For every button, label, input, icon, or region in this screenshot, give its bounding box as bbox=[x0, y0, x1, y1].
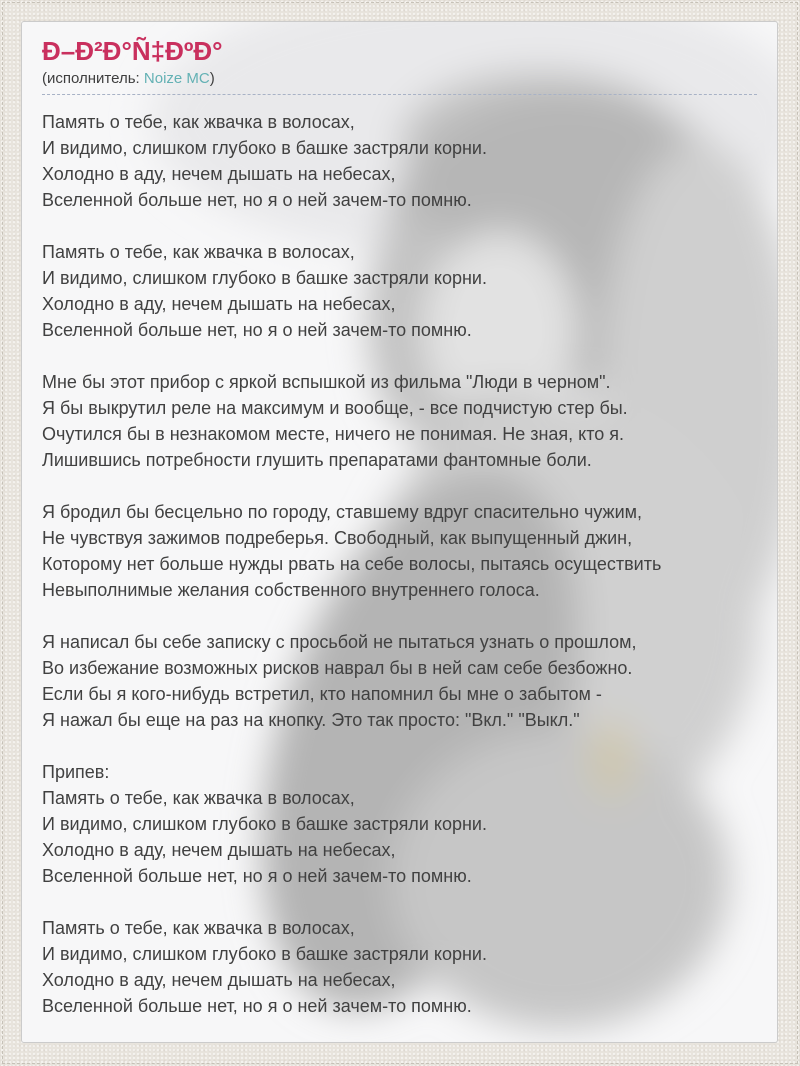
artist-line bbox=[42, 70, 757, 88]
lyrics-card bbox=[21, 21, 778, 1043]
artist-label: (исполнитель: bbox=[42, 69, 140, 87]
lyrics-text bbox=[42, 109, 757, 1019]
stanza: Память о тебе, как жвачка в волосах, И видимо, слишком глубоко в башке застряли корни. Холодно в аду, нечем дышать на небесах, Вселенной больше нет, но я о ней зачем-то помню. bbox=[42, 111, 487, 210]
song-header bbox=[42, 37, 757, 95]
song-title: Ð–Ð²Ð°Ñ‡ÐºÐ° bbox=[42, 36, 223, 66]
stanza: Память о тебе, как жвачка в волосах, И видимо, слишком глубоко в башке застряли корни. Холодно в аду, нечем дышать на небесах, Вселенной больше нет, но я о ней зачем-то помню. bbox=[42, 917, 487, 1016]
stanza: Я написал бы себе записку с просьбой не пытаться узнать о прошлом, Во избежание возможных рисков наврал бы в ней сам себе безбожно. Если бы я кого-нибудь встретил, кто напомнил бы мне о забытом - Я нажал бы еще на раз на кнопку. Это так просто: "Вкл." "Выкл." bbox=[42, 631, 637, 730]
artist-suffix: ) bbox=[209, 69, 215, 87]
stanza: Я бродил бы бесцельно по городу, ставшему вдруг спасительно чужим, Не чувствуя зажимов подреберья. Свободный, как выпущенный джин, Которому нет больше нужды рвать на себе волосы, пытаясь осуществить Невыполнимые желания собственного внутреннего голоса. bbox=[42, 501, 662, 600]
dashed-divider bbox=[42, 94, 757, 95]
card-content bbox=[22, 22, 777, 1019]
artist-link[interactable]: Noize MC bbox=[143, 69, 210, 87]
stanza: Припев: Память о тебе, как жвачка в волосах, И видимо, слишком глубоко в башке застряли корни. Холодно в аду, нечем дышать на небесах, Вселенной больше нет, но я о ней зачем-то помню. bbox=[42, 761, 487, 886]
stanza: Память о тебе, как жвачка в волосах, И видимо, слишком глубоко в башке застряли корни. Холодно в аду, нечем дышать на небесах, Вселенной больше нет, но я о ней зачем-то помню. bbox=[42, 241, 487, 340]
stanza: Мне бы этот прибор с яркой вспышкой из фильма "Люди в черном". Я бы выкрутил реле на максимум и вообще, - все подчистую стер бы. Очутился бы в незнакомом месте, ничего не понимая. Не зная, кто я. Лишившись потребности глушить препаратами фантомные боли. bbox=[42, 371, 628, 470]
